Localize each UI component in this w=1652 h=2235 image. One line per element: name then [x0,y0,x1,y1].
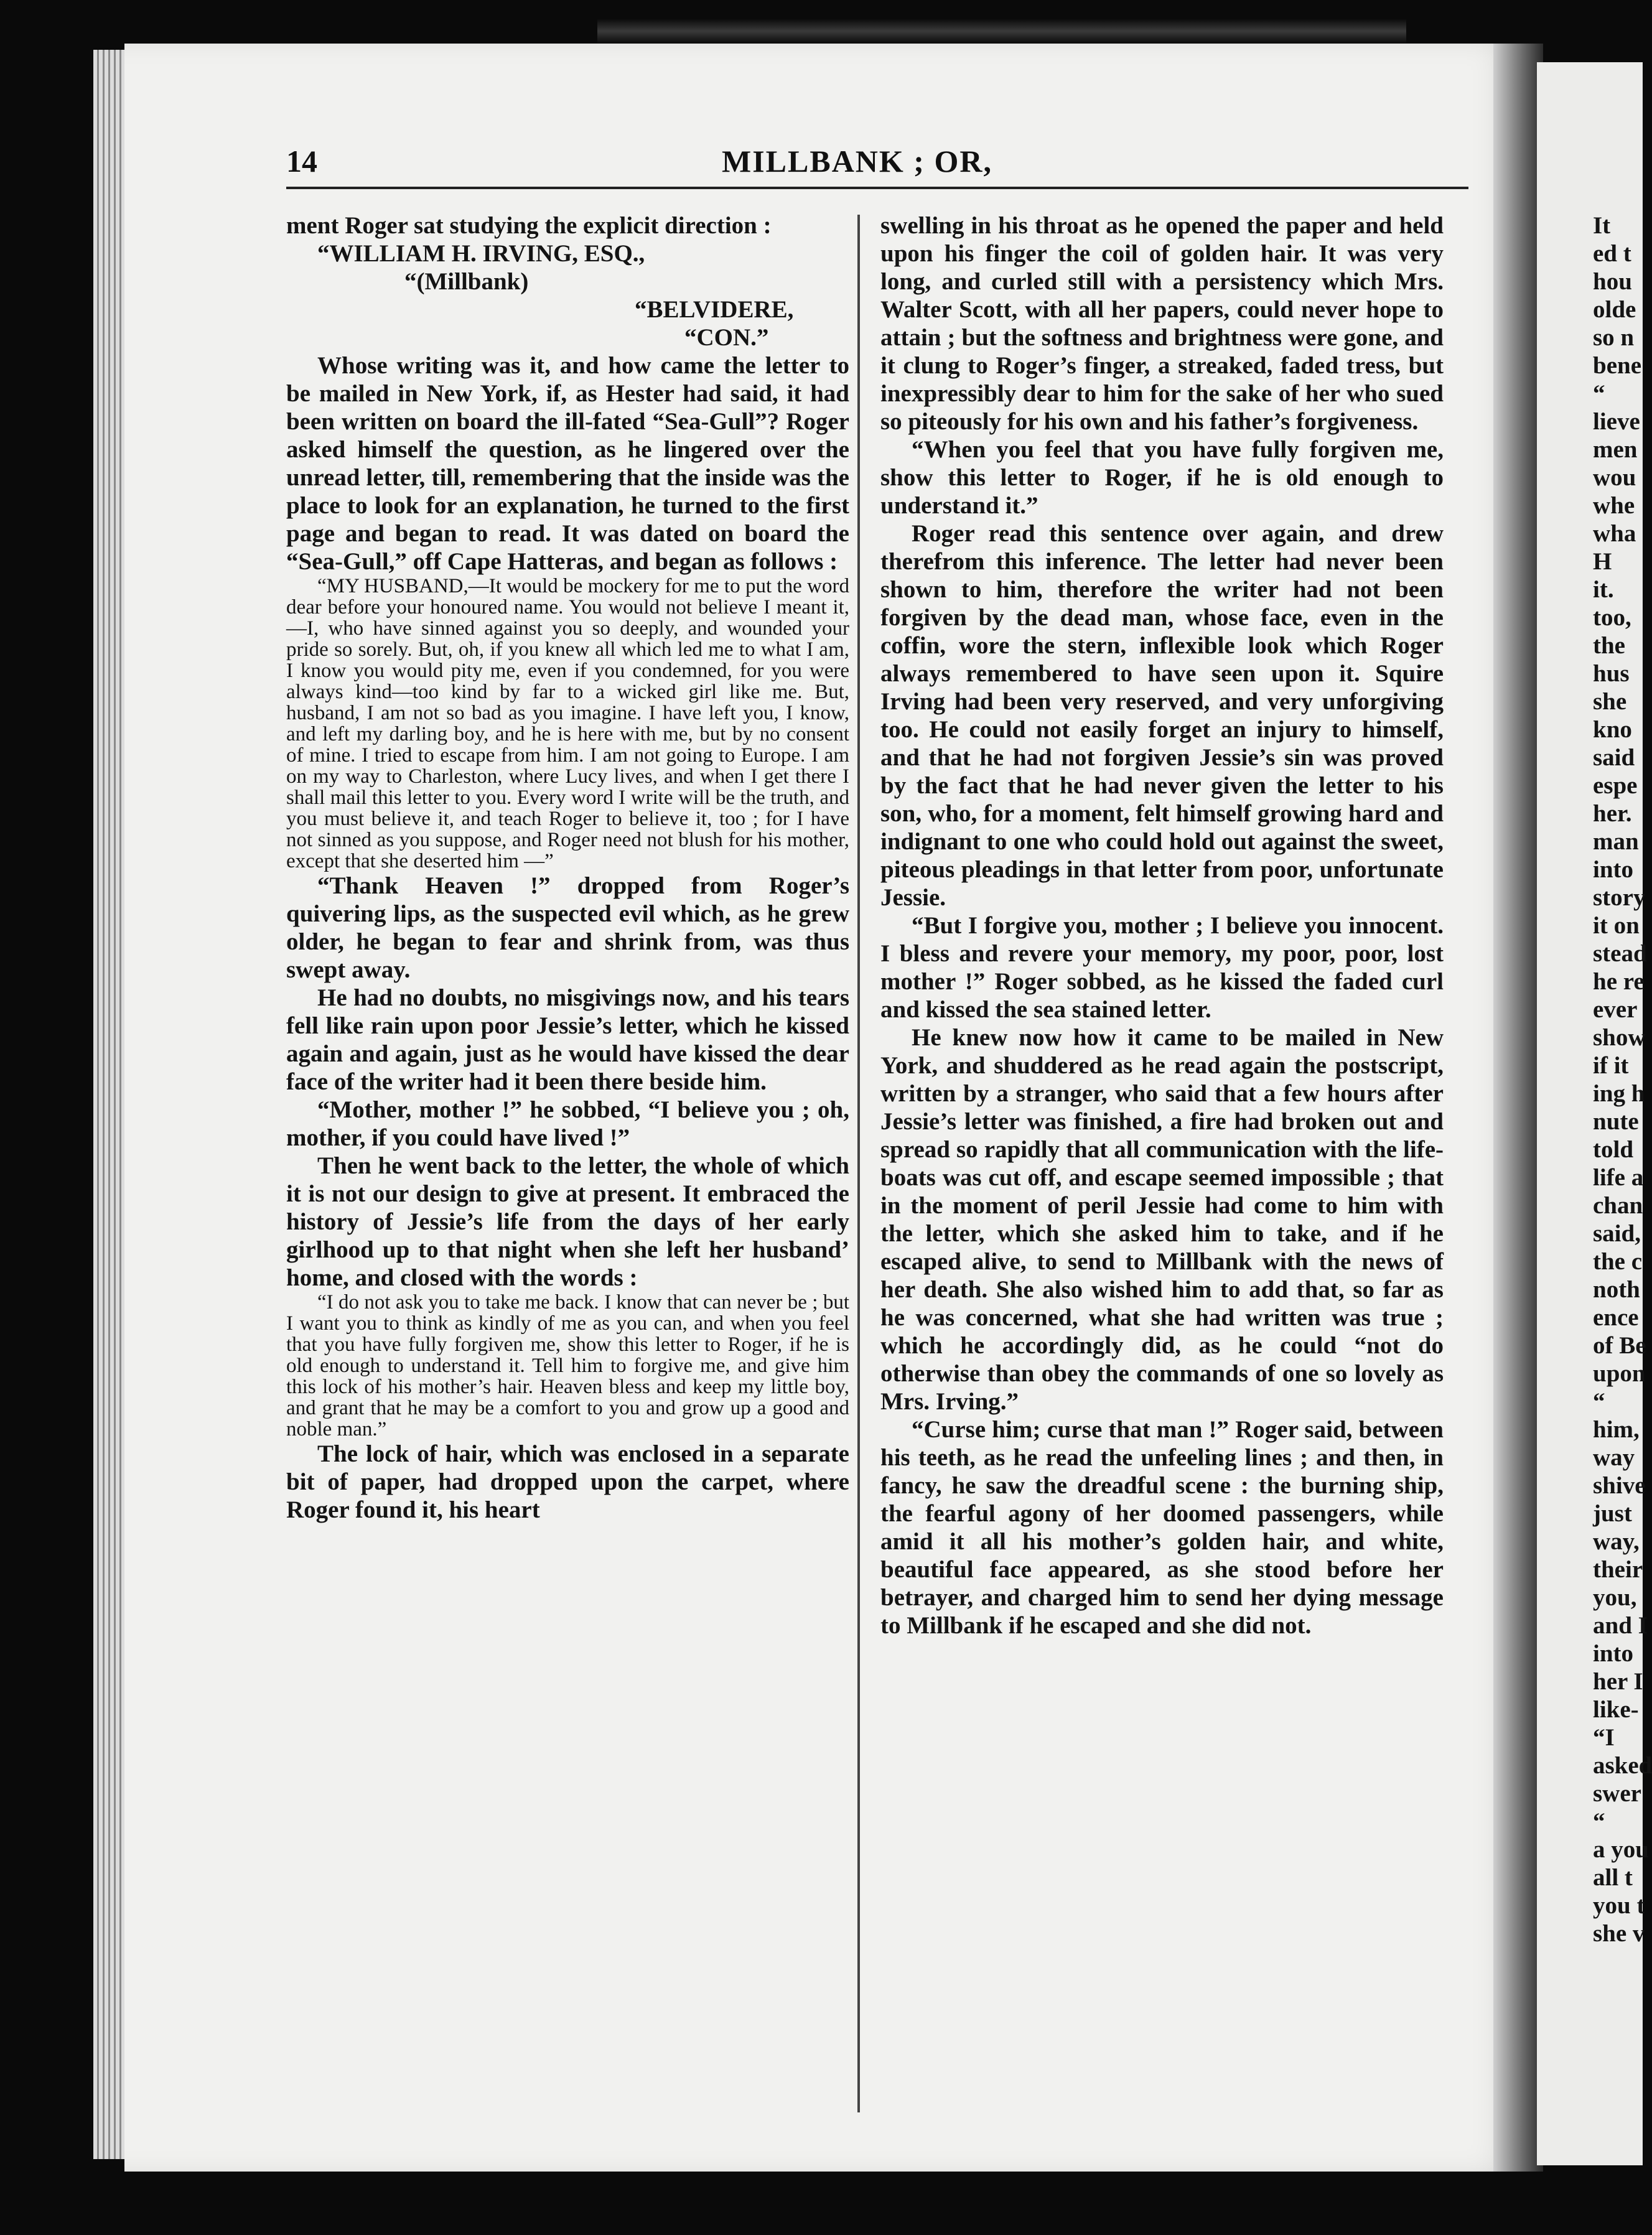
left-column [286,212,849,1524]
paragraph: He had no doubts, no misgivings now, and his tears fell like rain upon poor Jessie’s letter, which he kissed again and again, just as he would have kissed the dear face of the writer had it been there beside him. [286,984,849,1095]
scan-top-strip [597,19,1406,44]
paragraph: swelling in his throat as he opened the paper and held upon his finger the coil of golden hair. It was very long, and curled still with a persistency which Mrs. Walter Scott, with all her papers, could never hope to attain ; but the softness and brightness were gone, and it clung to Roger’s finger, a streaked, faded tress, but inexpressibly dear to him for the sake of her who sued so piteously for his own and his father’s forgiveness. [880,212,1444,435]
letter-address [286,240,849,352]
paragraph: Whose writing was it, and how came the letter to be mailed in New York, if, as Hester had said, it had been written on board the ill-fated “Sea-Gull”? Roger asked himself the question, as he lingered over the unread letter, till, remembering that the inside was the place to look for an explanation, he turned to the first page and began to read. It was dated on board the “Sea-Gull,” off Cape Hatteras, and began as follows : [286,352,849,575]
page-number: 14 [286,144,317,179]
address-line: “(Millbank) [404,268,529,295]
right-column [880,212,1444,1640]
paragraph: “Curse him; curse that man !” Roger said, between his teeth, as he read the unfeeling lines ; and then, in fancy, he saw the dreadful scene : the burning ship, the fearful agony of her doomed passengers, while amid it all his mother’s golden hair, and white, beautiful face appeared, as she stood before her betrayer, and charged him to send her dying message to Millbank if he escaped and she did not. [880,1416,1444,1639]
letter-excerpt: “MY HUSBAND,—It would be mockery for me to put the word dear before your honoured name. You would not believe I meant it,—I, who have sinned against you so deeply, and wounded your pride so sorely. But, oh, if you knew all which led me to what I am, I know you would pity me, even if you condemned, for you were always kind—too kind by far to a wicked girl like me. But, husband, I am not so bad as you imagine. I have left you, I know, and left my darling boy, and he is here with me, but by no consent of mine. I tried to escape from him. I am not going to Europe. I am on my way to Charleston, where Lucy lives, and when I get there I shall mail this letter to you. Every word I write will be the truth, and you must believe it, and teach Roger to believe it, too ; for I have not sinned as you suppose, and Roger need not blush for his mother, except that she deserted him —” [286,575,849,872]
paragraph: Roger read this sentence over again, and drew therefrom this inference. The letter had never been shown to him, therefore the writer had not been forgiven by the dead man, whose face, even in the coffin, wore the stern, inflexible look which Roger always remembered to have seen upon it. Squire Irving had been very reserved, and very unforgiving too. He could not easily forget an injury to himself, and that he had not forgiven Jessie’s sin was proved by the fact that he had never given the letter to his son, who, for a moment, felt himself growing hard and indignant to one who could hold out against the sweet, piteous pleadings in that letter from poor, unfortunate Jessie. [880,520,1444,911]
address-line: “WILLIAM H. IRVING, ESQ., [317,240,645,267]
page-header [286,143,1468,189]
letter-excerpt: “I do not ask you to take me back. I know that can never be ; but I want you to think as kindly of me as you can, and when you feel that you have fully forgiven me, show this letter to Roger, if he is old enough to understand it. Tell him to forgive me, and give him this lock of his mother’s hair. Heaven bless and keep my little boy, and grant that he may be a comfort to you and grow up a good and noble man.” [286,1291,849,1440]
paragraph: Then he went back to the letter, the whole of which it is not our design to give at present. It embraced the history of Jessie’s life from the days of her early girlhood up to that night when she left her husband’ home, and closed with the words : [286,1152,849,1291]
paragraph: “Thank Heaven !” dropped from Roger’s quivering lips, as the suspected evil which, as he grew older, he began to fear and shrink from, was thus swept away. [286,872,849,983]
paragraph: “But I forgive you, mother ; I believe you innocent. I bless and revere your memory, my poor, poor, lost mother !” Roger sobbed, as he kissed the faded curl and kissed the sea stained letter. [880,912,1444,1023]
column-divider [857,215,860,2112]
running-title: MILLBANK ; OR, [722,144,992,179]
paragraph: He knew now how it came to be mailed in New York, and shuddered as he read again the postscript, written by a stranger, who said that a few hours after Jessie’s letter was finished, a fire had broken out and spread so rapidly that all communication with the life-boats was cut off, and escape seemed impossible ; that in the moment of peril Jessie had come to him with the letter, which she asked him to take, and if he escaped alive, to send to Millbank with the news of her death. She also wished him to add that, so far as he was concerned, what she had written was true ; which he accordingly did, as he could “not do otherwise than obey the commands of one so lovely as Mrs. Irving.” [880,1024,1444,1415]
address-line: “BELVIDERE, [635,296,794,323]
paragraph: “When you feel that you have fully forgiven me, show this letter to Roger, if he is old enough to understand it.” [880,436,1444,519]
address-line: “CON.” [684,324,769,351]
paragraph: The lock of hair, which was enclosed in a separate bit of paper, had dropped upon the carpet, where Roger found it, his heart [286,1440,849,1523]
book-gutter [1493,44,1543,2172]
paragraph: “Mother, mother !” he sobbed, “I believe you ; oh, mother, if you could have lived !” [286,1096,849,1151]
paragraph: ment Roger sat studying the explicit direction : [286,212,772,239]
facing-page-text: It ed t hou olde so n bene “ lieve men wou whe wha H it. too, the hus she kno said espe her. man into story it on stead he re ever show if it ing h nute told life a chan said, the c noth ence of Be upon “ him, way shive just way, their you, and I into her I like- “I asked swer “ a you all t you t she v [1593,212,1652,1947]
